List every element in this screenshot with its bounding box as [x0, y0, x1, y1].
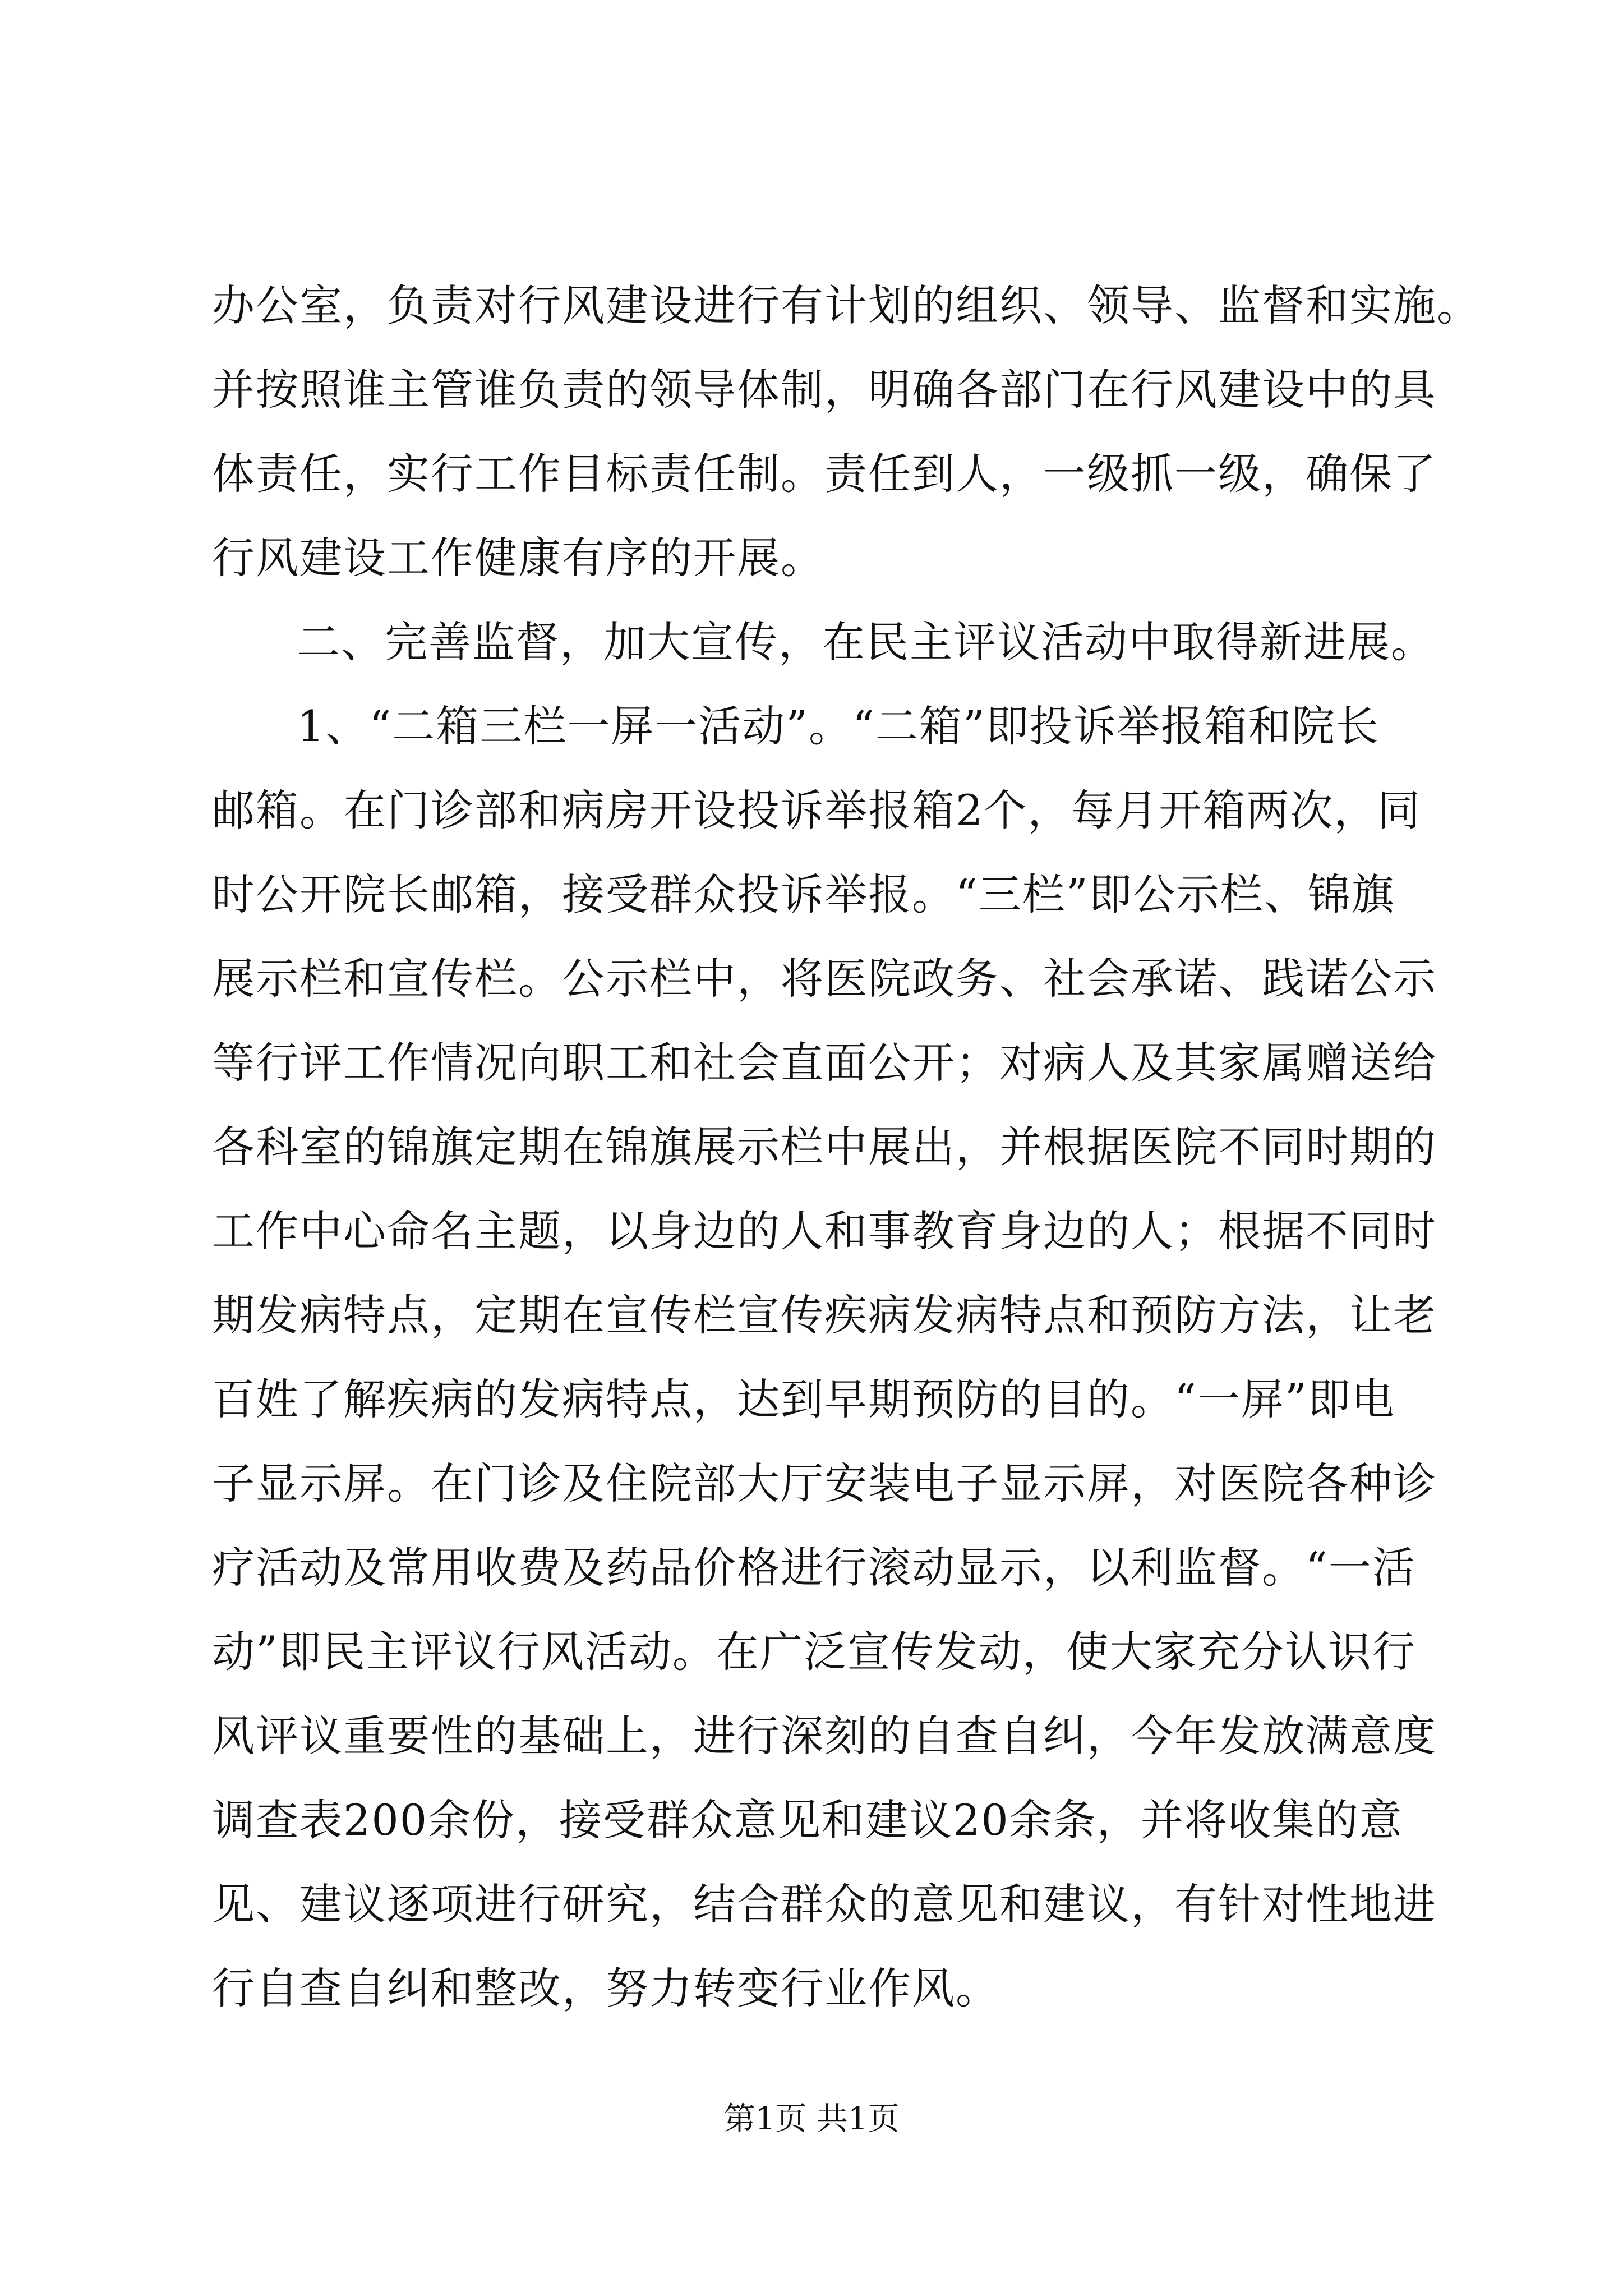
paragraph-1-line: 行风建设工作健康有序的开展。 [212, 533, 824, 583]
paragraph-2-line: 期发病特点，定期在宣传栏宣传疾病发病特点和预防方法，让老 [212, 1290, 1437, 1340]
paragraph-2-line: 各科室的锦旗定期在锦旗展示栏中展出，并根据医院不同时期的 [212, 1122, 1437, 1172]
paragraph-1-line: 体责任，实行工作目标责任制。责任到人，一级抓一级，确保了 [212, 449, 1437, 499]
paragraph-2-line: 动”即民主评议行风活动。在广泛宣传发动，使大家充分认识行 [212, 1627, 1416, 1677]
paragraph-2-line: 疗活动及常用收费及药品价格进行滚动显示，以利监督。“一活 [212, 1543, 1416, 1593]
page-number-footer: 第1页 共1页 [723, 2101, 900, 2137]
document-body [212, 264, 1481, 2031]
paragraph-2-line: 等行评工作情况向职工和社会直面公开；对病人及其家属赠送给 [212, 1038, 1437, 1088]
paragraph-2-line: 风评议重要性的基础上，进行深刻的自查自纠，今年发放满意度 [212, 1711, 1437, 1761]
paragraph-2-line: 邮箱。在门诊部和病房开设投诉举报箱2个，每月开箱两次，同 [212, 785, 1422, 835]
paragraph-2-line: 时公开院长邮箱，接受群众投诉举报。“三栏”即公示栏、锦旗 [212, 869, 1395, 919]
section-heading-2: 二、完善监督，加大宣传，在民主评议活动中取得新进展。 [297, 617, 1435, 667]
paragraph-2-line: 子显示屏。在门诊及住院部大厅安装电子显示屏，对医院各种诊 [212, 1458, 1437, 1508]
paragraph-2-line: 百姓了解疾病的发病特点，达到早期预防的目的。“一屏”即电 [212, 1374, 1395, 1424]
paragraph-2-line: 行自查自纠和整改，努力转变行业作风。 [212, 1963, 999, 2013]
paragraph-2-line: 调查表200余份，接受群众意见和建议20余条，并将收集的意 [212, 1795, 1403, 1845]
paragraph-2-line: 工作中心命名主题，以身边的人和事教育身边的人；根据不同时 [212, 1206, 1437, 1256]
paragraph-2-line: 1、“二箱三栏一屏一活动”。“二箱”即投诉举报箱和院长 [297, 701, 1380, 751]
paragraph-2-line: 展示栏和宣传栏。公示栏中，将医院政务、社会承诺、践诺公示 [212, 954, 1437, 1004]
paragraph-2-line: 见、建议逐项进行研究，结合群众的意见和建议，有针对性地进 [212, 1879, 1437, 1929]
paragraph-1-line: 并按照谁主管谁负责的领导体制，明确各部门在行风建设中的具 [212, 365, 1437, 415]
paragraph-1-line: 办公室，负责对行风建设进行有计划的组织、领导、监督和实施。 [212, 280, 1481, 330]
